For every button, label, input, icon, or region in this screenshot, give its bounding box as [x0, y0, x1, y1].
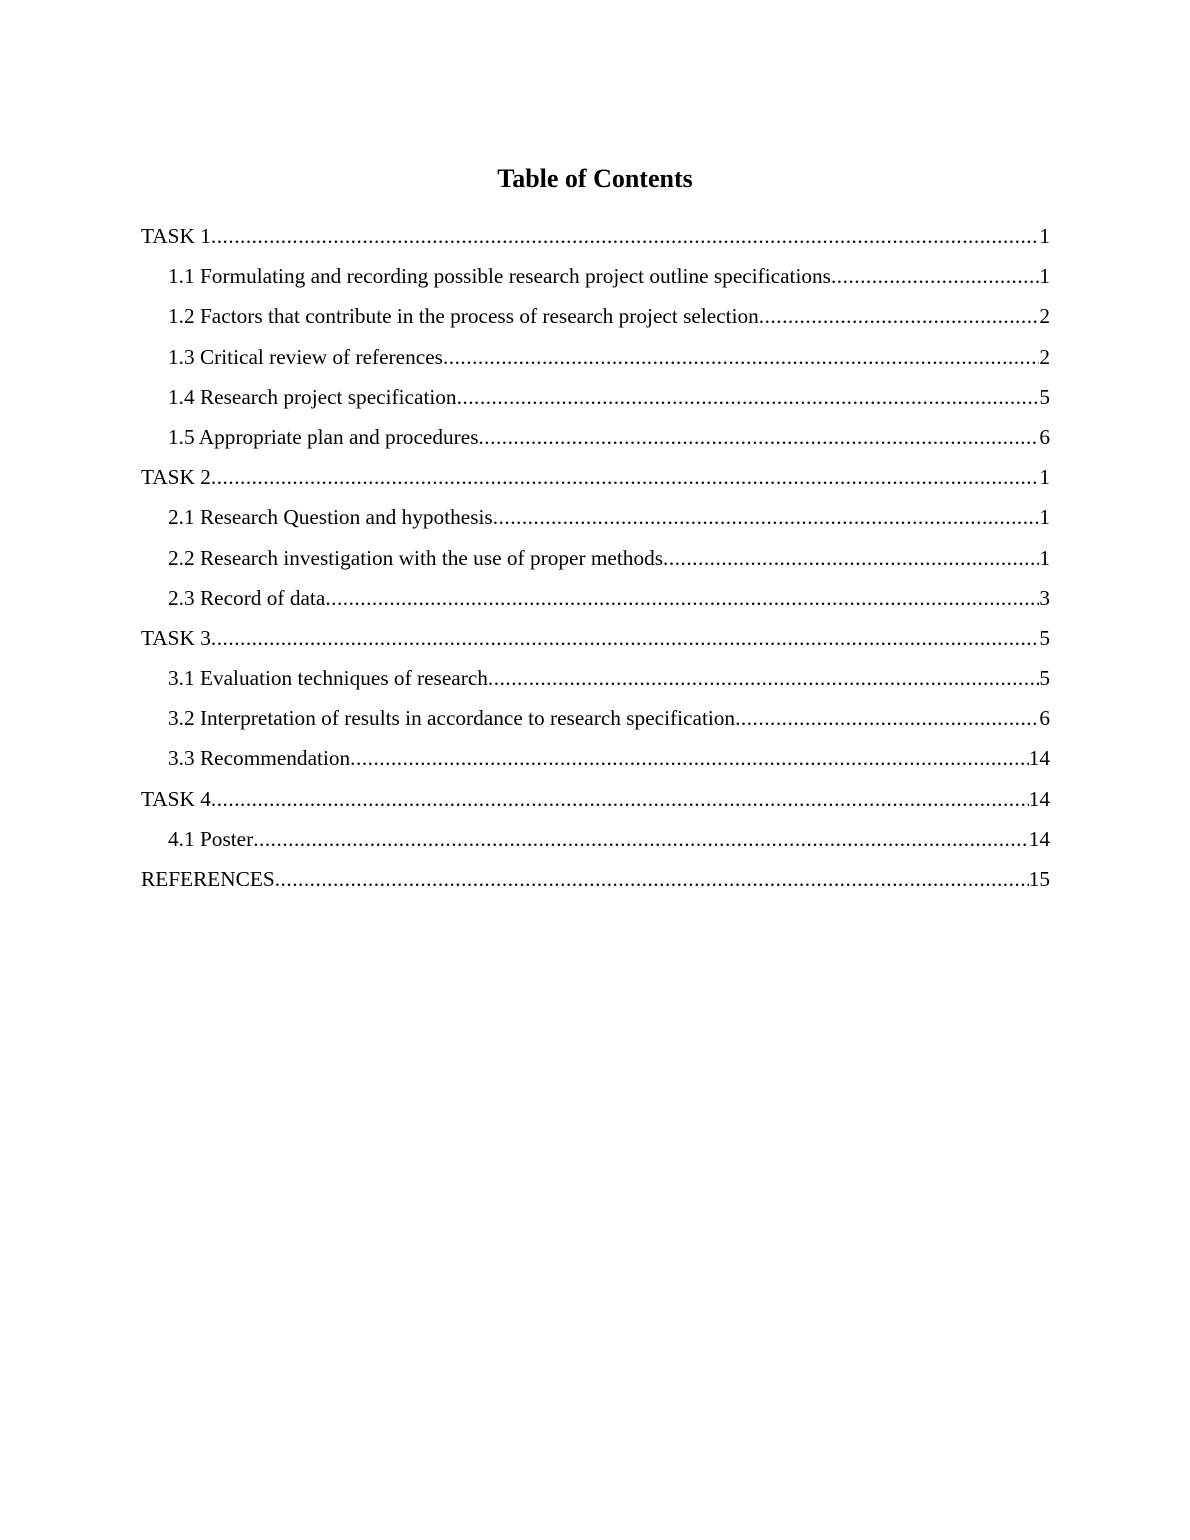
- toc-entry-label: TASK 3: [141, 625, 211, 650]
- toc-entry-task-4[interactable]: [141, 783, 1050, 823]
- toc-entry-label: 2.1 Research Question and hypothesis: [168, 505, 493, 530]
- toc-entry-label: 3.2 Interpretation of results in accordance to research specification: [168, 706, 736, 731]
- toc-dot-leader: [211, 622, 1039, 654]
- toc-entry-label: 2.2 Research investigation with the use of proper methods: [168, 545, 664, 570]
- toc-entry-label: 4.1 Poster: [168, 826, 254, 851]
- toc-title: Table of Contents: [497, 164, 693, 193]
- toc-entry-page-number: 5: [1039, 666, 1050, 691]
- toc-entry-3-3[interactable]: [141, 742, 1050, 782]
- toc-dot-leader: [735, 702, 1039, 734]
- toc-entry-4-1[interactable]: [141, 823, 1050, 863]
- toc-dot-leader: [350, 742, 1029, 774]
- toc-dot-leader: [478, 421, 1039, 453]
- toc-entry-label: 1.4 Research project specification: [168, 384, 457, 409]
- toc-entry-2-3[interactable]: [141, 582, 1050, 622]
- toc-entry-2-2[interactable]: [141, 542, 1050, 582]
- toc-entry-page-number: 5: [1039, 384, 1050, 409]
- toc-dot-leader: [493, 501, 1040, 533]
- toc-entry-2-1[interactable]: [141, 501, 1050, 541]
- toc-dot-leader: [275, 863, 1029, 895]
- toc-list: [141, 220, 1050, 903]
- toc-entry-3-2[interactable]: [141, 702, 1050, 742]
- toc-dot-leader: [211, 783, 1029, 815]
- toc-entry-1-3[interactable]: [141, 341, 1050, 381]
- toc-dot-leader: [663, 542, 1039, 574]
- toc-dot-leader: [325, 582, 1039, 614]
- toc-dot-leader: [457, 381, 1040, 413]
- toc-entry-page-number: 1: [1039, 505, 1050, 530]
- toc-dot-leader: [211, 220, 1039, 252]
- toc-entry-1-4[interactable]: [141, 381, 1050, 421]
- toc-entry-page-number: 6: [1039, 424, 1050, 449]
- toc-entry-label: 1.2 Factors that contribute in the process of research project selection: [168, 304, 759, 329]
- toc-entry-page-number: 1: [1039, 465, 1050, 490]
- toc-entry-3-1[interactable]: [141, 662, 1050, 702]
- toc-entry-1-2[interactable]: [141, 300, 1050, 340]
- toc-entry-label: 3.3 Recommendation: [168, 746, 351, 771]
- toc-entry-page-number: 5: [1039, 625, 1050, 650]
- toc-entry-references[interactable]: [141, 863, 1050, 903]
- toc-entry-page-number: 15: [1028, 867, 1050, 891]
- toc-dot-leader: [759, 300, 1040, 332]
- toc-entry-page-number: 1: [1039, 224, 1050, 248]
- toc-entry-page-number: 14: [1028, 786, 1050, 811]
- toc-entry-label: TASK 4: [141, 786, 211, 811]
- toc-dot-leader: [443, 341, 1039, 373]
- toc-entry-page-number: 3: [1039, 585, 1050, 610]
- toc-entry-task-3[interactable]: [141, 622, 1050, 662]
- toc-entry-page-number: 14: [1028, 746, 1050, 771]
- toc-entry-page-number: 2: [1039, 344, 1050, 369]
- toc-dot-leader: [253, 823, 1029, 855]
- toc-entry-label: TASK 1: [141, 224, 211, 248]
- toc-entry-1-5[interactable]: [141, 421, 1050, 461]
- toc-entry-1-1[interactable]: [141, 260, 1050, 300]
- toc-entry-label: 1.3 Critical review of references: [168, 344, 443, 369]
- toc-dot-leader: [488, 662, 1039, 694]
- toc-entry-label: 1.5 Appropriate plan and procedures: [168, 424, 479, 449]
- toc-entry-label: 2.3 Record of data: [168, 585, 326, 610]
- toc-entry-label: 1.1 Formulating and recording possible research project outline specifications: [168, 264, 831, 289]
- toc-dot-leader: [211, 461, 1039, 493]
- toc-entry-label: REFERENCES: [141, 867, 275, 891]
- toc-entry-page-number: 1: [1039, 264, 1050, 289]
- toc-entry-page-number: 1: [1039, 545, 1050, 570]
- toc-entry-task-1[interactable]: [141, 220, 1050, 260]
- toc-entry-task-2[interactable]: [141, 461, 1050, 501]
- toc-entry-page-number: 2: [1039, 304, 1050, 329]
- toc-entry-page-number: 6: [1039, 706, 1050, 731]
- toc-entry-page-number: 14: [1028, 826, 1050, 851]
- toc-dot-leader: [831, 260, 1039, 292]
- toc-entry-label: TASK 2: [141, 465, 211, 490]
- toc-entry-label: 3.1 Evaluation techniques of research: [168, 666, 488, 691]
